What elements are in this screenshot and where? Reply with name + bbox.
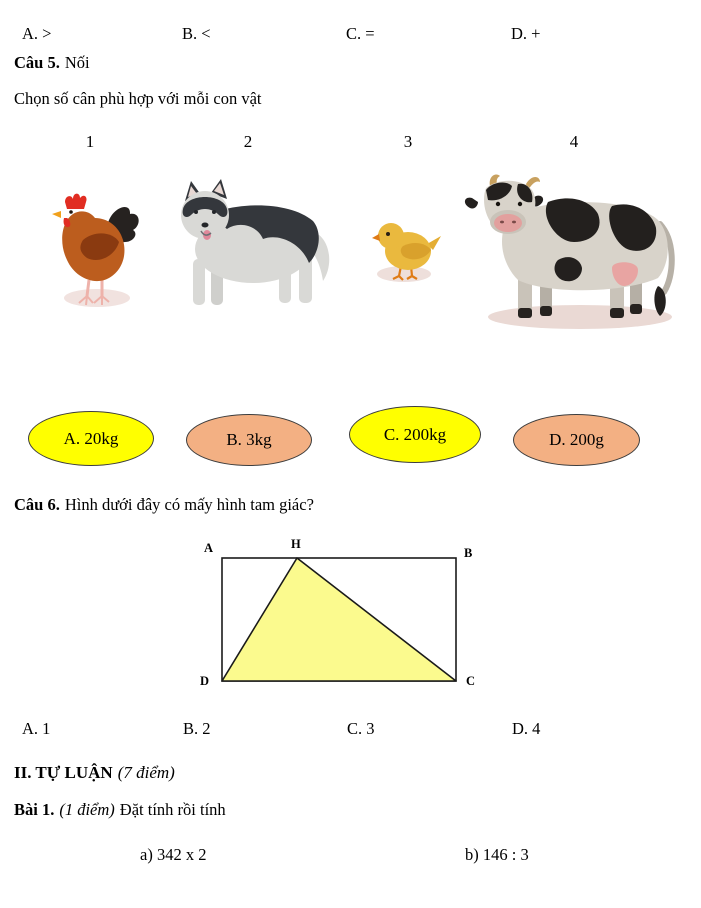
animal-number-1: 1 bbox=[85, 132, 95, 151]
cau6-option-b: B. 2 bbox=[183, 719, 211, 738]
cau5-heading-number: Câu 5. bbox=[14, 53, 60, 72]
cau6-option-d: D. 4 bbox=[512, 719, 541, 738]
section-ii-heading bbox=[14, 763, 175, 783]
hen-illustration bbox=[47, 184, 142, 309]
figure-label-h: H bbox=[291, 537, 301, 551]
triangle-figure bbox=[195, 533, 485, 693]
cau6-heading bbox=[14, 495, 314, 515]
figure-label-b: B bbox=[464, 546, 473, 560]
cau5-heading bbox=[14, 53, 90, 73]
cau6-heading-number: Câu 6. bbox=[14, 495, 60, 514]
cau6-heading-text: Hình dưới đây có mấy hình tam giác? bbox=[64, 495, 314, 514]
bai1-heading bbox=[14, 800, 226, 820]
prev-question-option-c: C. = bbox=[346, 24, 375, 43]
section-ii-points: (7 điểm) bbox=[117, 763, 175, 782]
figure-label-c: C bbox=[466, 674, 476, 688]
animal-number-3: 3 bbox=[403, 132, 413, 151]
animal-number-4: 4 bbox=[569, 132, 579, 151]
bai1-text: Đặt tính rồi tính bbox=[119, 800, 226, 819]
section-ii-title: II. TỰ LUẬN bbox=[14, 763, 113, 782]
prev-question-option-b: B. < bbox=[182, 24, 211, 43]
cow-illustration bbox=[462, 164, 697, 334]
weight-option-d-label: D. 200g bbox=[549, 430, 604, 449]
bai1-part-a: a) 342 x 2 bbox=[140, 845, 207, 864]
cau5-instruction: Chọn số cân phù hợp với mỗi con vật bbox=[14, 89, 262, 108]
weight-option-c-label: C. 200kg bbox=[383, 424, 447, 444]
weight-option-a bbox=[28, 411, 154, 466]
weight-option-b-label: B. 3kg bbox=[226, 430, 272, 449]
figure-label-d: D bbox=[200, 674, 210, 688]
animal-number-2: 2 bbox=[243, 132, 253, 151]
weight-option-c bbox=[349, 406, 481, 463]
prev-question-option-a: A. > bbox=[22, 24, 52, 43]
weight-option-d bbox=[513, 414, 640, 466]
bai1-number: Bài 1. bbox=[14, 800, 55, 819]
bai1-part-b: b) 146 : 3 bbox=[465, 845, 529, 864]
cau5-heading-text: Nối bbox=[64, 53, 90, 72]
cau6-option-a: A. 1 bbox=[22, 719, 51, 738]
weight-option-b bbox=[186, 414, 312, 466]
prev-question-option-d: D. + bbox=[511, 24, 541, 43]
husky-dog-illustration bbox=[163, 175, 333, 315]
cau6-option-c: C. 3 bbox=[347, 719, 375, 738]
weight-option-a-label: A. 20kg bbox=[63, 428, 119, 448]
bai1-points: (1 điểm) bbox=[59, 800, 115, 819]
chick-illustration bbox=[371, 216, 446, 284]
figure-label-a: A bbox=[204, 541, 214, 555]
